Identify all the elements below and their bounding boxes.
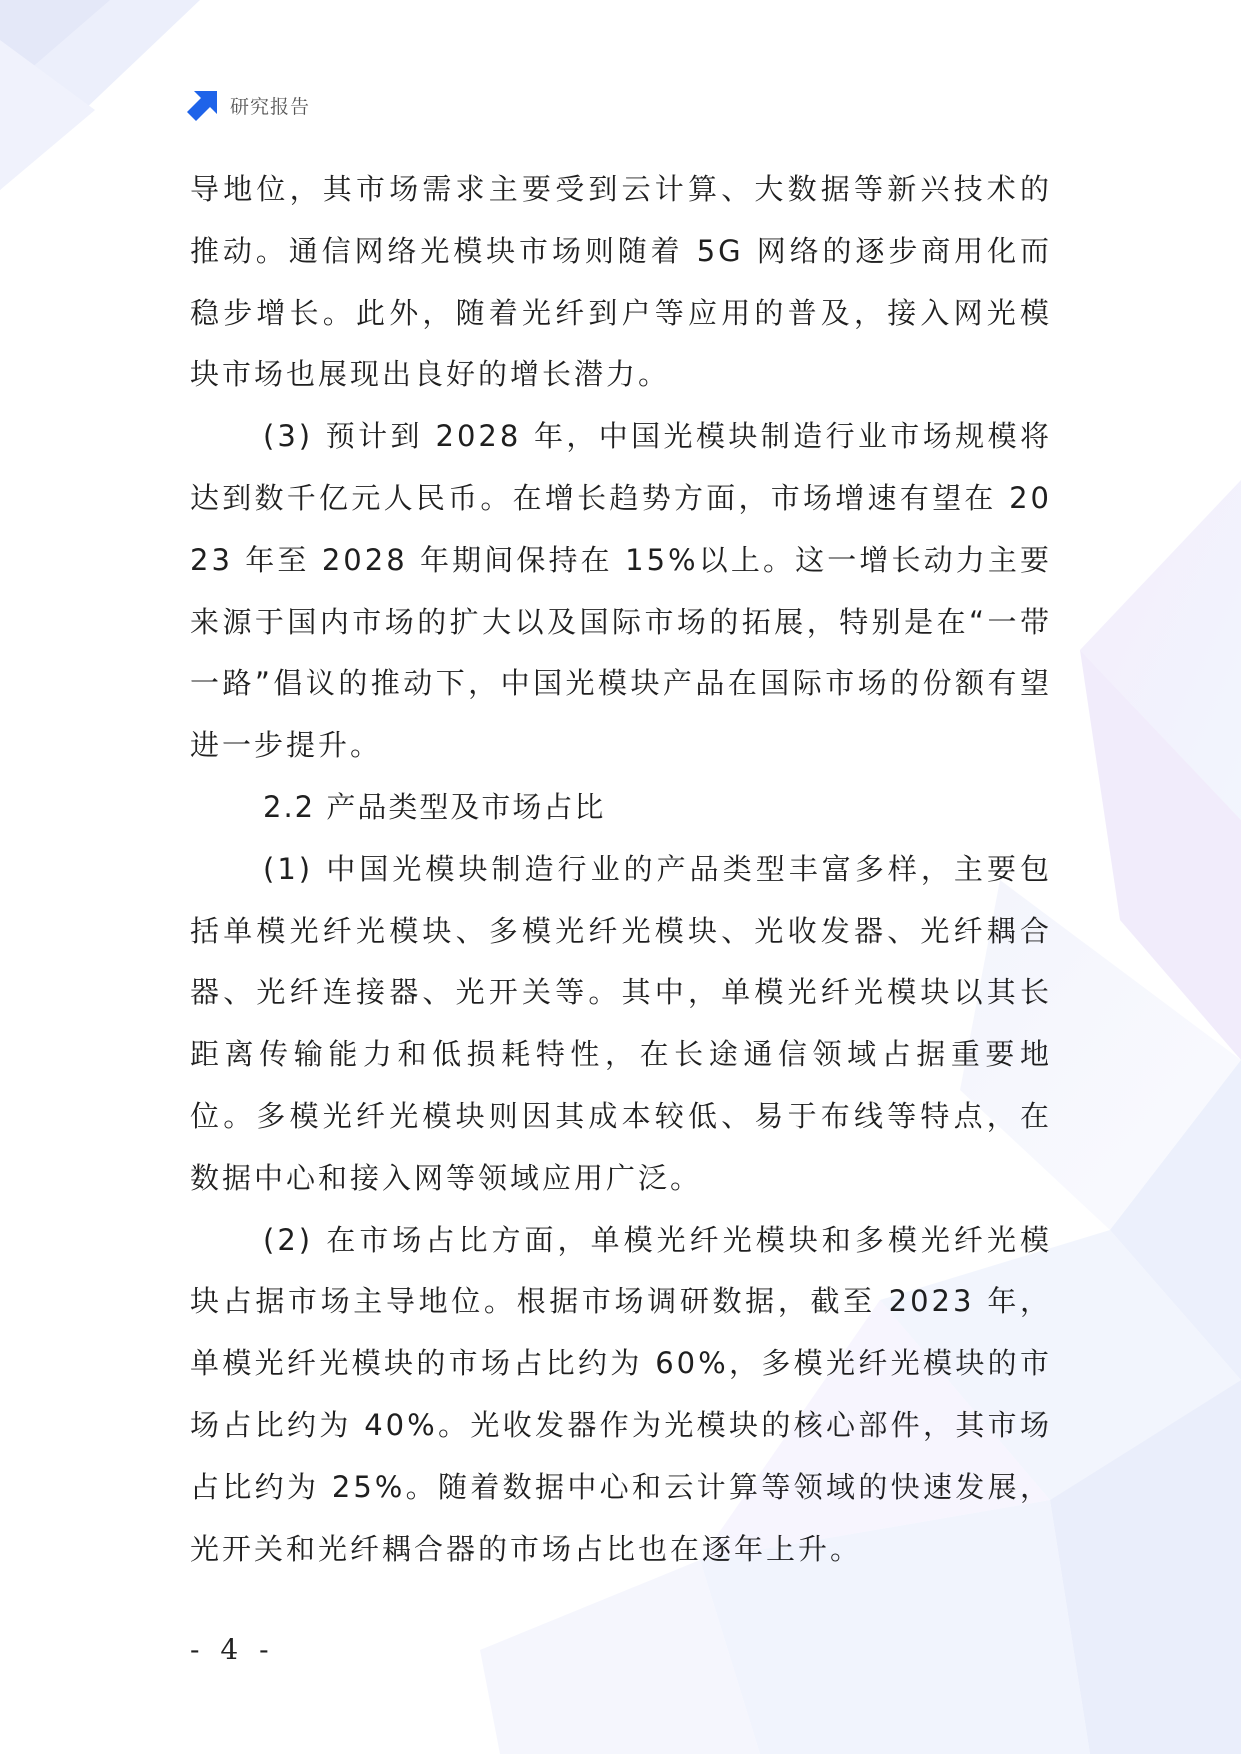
- section-heading: 2.2 产品类型及市场占比: [263, 789, 606, 824]
- paragraph-market-forecast: (3) 预计到 2028 年，中国光模块制造行业市场规模将达到数千亿元人民币。在增长趋势方面，市场增速有望在 2023 年至 2028 年期间保持在 15%以上。这一增长动力主要来源于国内市场的扩大以及国际市场的拓展，特别是在“一带一路”倡议的推动下，中国光模块产品在国际市场的份额有望进一步提升。: [190, 419, 1052, 763]
- paragraph-market-demand: 导地位，其市场需求主要受到云计算、大数据等新兴技术的推动。通信网络光模块市场则随着 5G 网络的逐步商用化而稳步增长。此外，随着光纤到户等应用的普及，接入网光模块市场也展现出良好的增长潜力。: [190, 172, 1052, 392]
- paragraph-product-types: (1) 中国光模块制造行业的产品类型丰富多样，主要包括单模光纤光模块、多模光纤光模块、光收发器、光纤耦合器、光纤连接器、光开关等。其中，单模光纤光模块以其长距离传输能力和低损耗特性，在长途通信领域占据重要地位。多模光纤光模块则因其成本较低、易于布线等特点，在数据中心和接入网等领域应用广泛。: [190, 851, 1052, 1195]
- page-header: [186, 88, 310, 122]
- header-title: 研究报告: [230, 95, 311, 118]
- page-number: - 4 -: [190, 1633, 275, 1666]
- document-body: [190, 159, 1052, 1580]
- paragraph-market-share: (2) 在市场占比方面，单模光纤光模块和多模光纤光模块占据市场主导地位。根据市场调研数据，截至 2023 年，单模光纤光模块的市场占比约为 60%，多模光纤光模块的市场占比约为 40%。光收发器作为光模块的核心部件，其市场占比约为 25%。随着数据中心和云计算等领域的快速发展，光开关和光纤耦合器的市场占比也在逐年上升。: [190, 1222, 1052, 1566]
- arrow-up-right-icon: [186, 88, 220, 122]
